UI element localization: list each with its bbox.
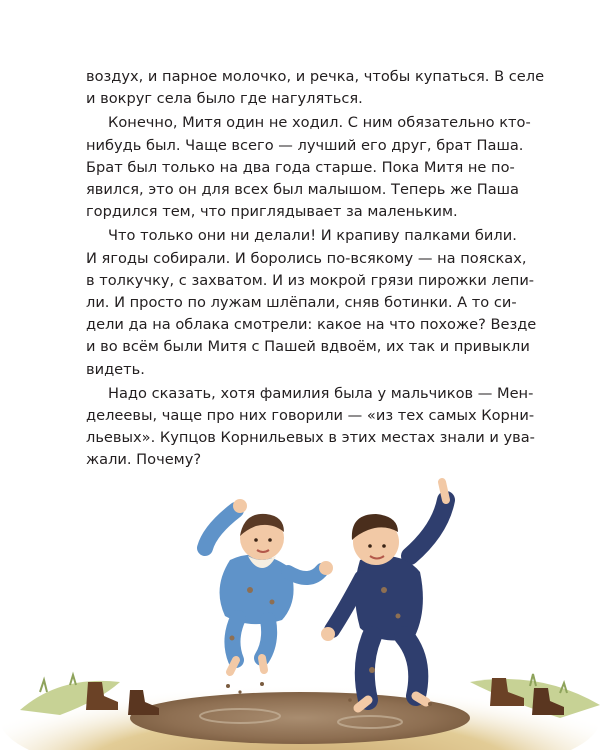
text-line: ли. И просто по лужам шлёпали, сняв ботинки. А то си- [86, 294, 517, 312]
text-line: видеть. [86, 360, 145, 378]
text-line: Конечно, Митя один не ходил. С ним обязательно кто- [108, 114, 531, 132]
text-line: льевых». Купцов Корнильевых в этих местах знали и ува- [86, 429, 535, 447]
text-line: в толкучку, с захватом. И из мокрой грязи пирожки лепи- [86, 271, 535, 289]
text-line: гордился тем, что приглядывает за маленьким. [86, 203, 458, 221]
text-line: Надо сказать, хотя фамилия была у мальчиков — Мен- [108, 384, 534, 402]
paragraph-2 [86, 112, 531, 223]
story-text [86, 66, 545, 472]
text-line: воздух, и парное молочко, и речка, чтобы купаться. В селе [86, 68, 545, 85]
text-line: и во всём были Митя с Пашей вдвоём, их так и привыкли [86, 338, 530, 356]
text-line: и вокруг села было где нагуляться. [86, 90, 363, 108]
text-line: нибудь был. Чаще всего — лучший его друг, брат Паша. [86, 136, 524, 154]
paragraph-1 [86, 66, 545, 110]
text-line: Брат был только на два года старше. Пока Митя не по- [86, 158, 515, 176]
text-line: Что только они ни делали! И крапиву палками били. [108, 227, 517, 245]
boys-in-puddle-illustration [0, 460, 600, 750]
paragraph-3 [86, 225, 537, 380]
text-line: жали. Почему? [86, 451, 202, 469]
boy-left [205, 499, 333, 672]
text-line: дели да на облака смотрели: какое на что похоже? Везде [86, 316, 537, 334]
text-line: делеевы, чаще про них говорили — «из тех самых Корни- [86, 407, 535, 425]
text-line: явился, это он для всех был малышом. Теперь же Паша [86, 181, 519, 199]
text-line: И ягоды собирали. И боролись по-всякому — на поясках, [86, 249, 527, 267]
paragraph-4 [86, 383, 535, 472]
